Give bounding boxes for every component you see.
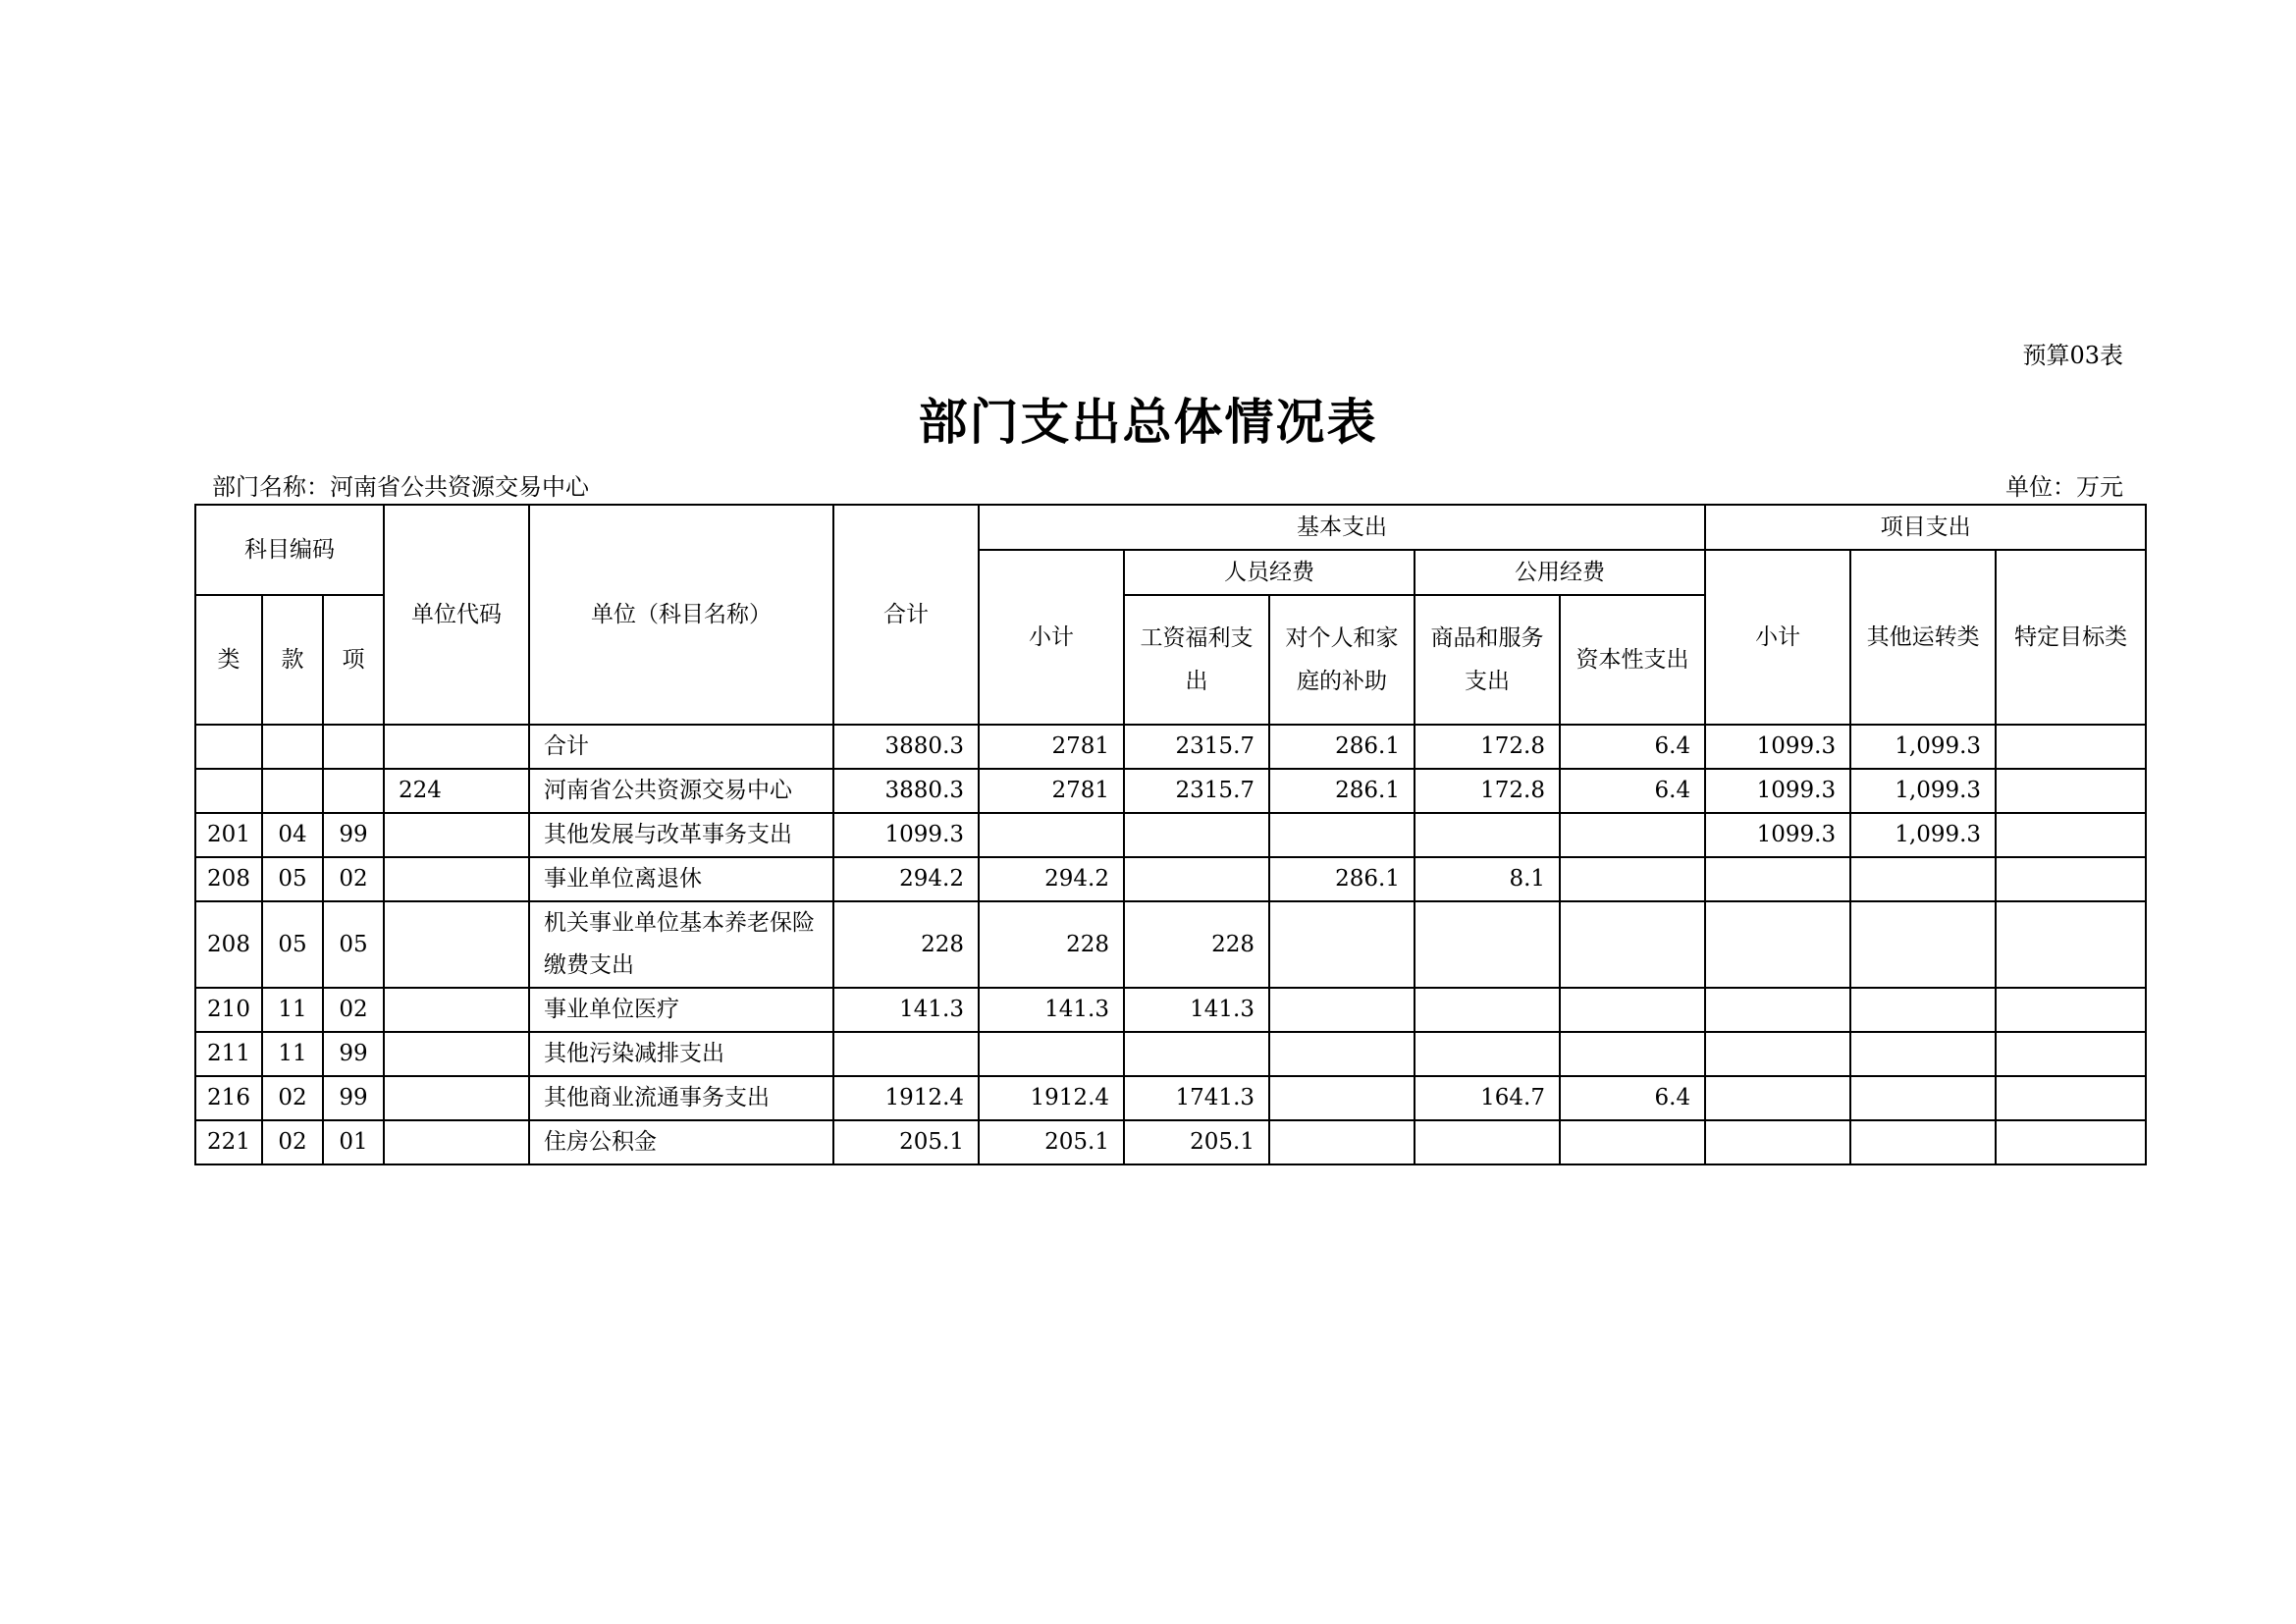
cell-other: [1850, 988, 1996, 1032]
header-subsidy: 对个人和家庭的补助: [1269, 595, 1415, 725]
cell-name: 其他污染减排支出: [529, 1032, 833, 1076]
cell-capital: 6.4: [1560, 769, 1705, 813]
cell-name: 事业单位医疗: [529, 988, 833, 1032]
cell-basic-sub: 2781: [979, 725, 1124, 769]
cell-goods: 8.1: [1415, 857, 1560, 901]
cell-capital: [1560, 1032, 1705, 1076]
cell-total: [833, 1032, 979, 1076]
header-project: 项目支出: [1705, 505, 2146, 550]
cell-total: 141.3: [833, 988, 979, 1032]
cell-kuan: 05: [262, 857, 323, 901]
header-public: 公用经费: [1415, 550, 1705, 595]
cell-wages: 1741.3: [1124, 1076, 1269, 1120]
cell-specific: [1996, 725, 2146, 769]
cell-wages: 2315.7: [1124, 769, 1269, 813]
department-label: 部门名称：河南省公共资源交易中心: [212, 473, 589, 501]
cell-specific: [1996, 1032, 2146, 1076]
page-title: 部门支出总体情况表: [918, 393, 1378, 451]
cell-other: 1,099.3: [1850, 725, 1996, 769]
cell-specific: [1996, 857, 2146, 901]
cell-proj-sub: 1099.3: [1705, 769, 1850, 813]
cell-subsidy: 286.1: [1269, 725, 1415, 769]
cell-proj-sub: 1099.3: [1705, 813, 1850, 857]
table-row: [195, 769, 2146, 813]
cell-wages: [1124, 857, 1269, 901]
header-personnel: 人员经费: [1124, 550, 1415, 595]
cell-specific: [1996, 1076, 2146, 1120]
cell-proj-sub: [1705, 1120, 1850, 1164]
cell-other: [1850, 857, 1996, 901]
cell-basic-sub: 141.3: [979, 988, 1124, 1032]
cell-kuan: 11: [262, 988, 323, 1032]
header-specific: 特定目标类: [1996, 550, 2146, 725]
cell-basic-sub: 2781: [979, 769, 1124, 813]
cell-unit-code: [384, 725, 529, 769]
cell-other: 1,099.3: [1850, 769, 1996, 813]
cell-total: 228: [833, 901, 979, 988]
cell-xiang: 01: [323, 1120, 384, 1164]
cell-name: 合计: [529, 725, 833, 769]
cell-lei: 208: [195, 857, 262, 901]
cell-subsidy: [1269, 901, 1415, 988]
cell-wages: 141.3: [1124, 988, 1269, 1032]
cell-total: 3880.3: [833, 769, 979, 813]
cell-wages: [1124, 813, 1269, 857]
cell-goods: 164.7: [1415, 1076, 1560, 1120]
cell-subsidy: [1269, 1032, 1415, 1076]
cell-specific: [1996, 901, 2146, 988]
cell-total: 3880.3: [833, 725, 979, 769]
cell-name: 其他发展与改革事务支出: [529, 813, 833, 857]
table-row: [195, 901, 2146, 988]
cell-kuan: 05: [262, 901, 323, 988]
cell-kuan: [262, 725, 323, 769]
cell-basic-sub: [979, 813, 1124, 857]
cell-kuan: 04: [262, 813, 323, 857]
cell-subsidy: [1269, 988, 1415, 1032]
cell-proj-sub: [1705, 1032, 1850, 1076]
header-kuan: 款: [262, 595, 323, 725]
cell-xiang: 99: [323, 1076, 384, 1120]
cell-goods: [1415, 1032, 1560, 1076]
header-capital: 资本性支出: [1560, 595, 1705, 725]
table-row: [195, 1120, 2146, 1164]
cell-xiang: [323, 769, 384, 813]
cell-goods: [1415, 901, 1560, 988]
cell-proj-sub: [1705, 988, 1850, 1032]
cell-lei: 211: [195, 1032, 262, 1076]
table-body: [195, 725, 2146, 1164]
cell-proj-sub: [1705, 857, 1850, 901]
cell-xiang: [323, 725, 384, 769]
cell-proj-sub: [1705, 901, 1850, 988]
unit-label: 单位：万元: [2005, 473, 2123, 501]
cell-basic-sub: 1912.4: [979, 1076, 1124, 1120]
cell-capital: 6.4: [1560, 725, 1705, 769]
cell-unit-code: [384, 1032, 529, 1076]
form-number: 预算03表: [2022, 342, 2123, 369]
cell-subsidy: [1269, 813, 1415, 857]
cell-total: 1099.3: [833, 813, 979, 857]
header-lei: 类: [195, 595, 262, 725]
header-xiang: 项: [323, 595, 384, 725]
cell-lei: [195, 769, 262, 813]
cell-unit-code: [384, 1076, 529, 1120]
cell-unit-code: [384, 857, 529, 901]
cell-other: [1850, 1076, 1996, 1120]
cell-xiang: 02: [323, 988, 384, 1032]
cell-subsidy: 286.1: [1269, 769, 1415, 813]
cell-basic-sub: 294.2: [979, 857, 1124, 901]
cell-other: 1,099.3: [1850, 813, 1996, 857]
cell-goods: [1415, 988, 1560, 1032]
cell-subsidy: [1269, 1076, 1415, 1120]
cell-wages: 228: [1124, 901, 1269, 988]
header-basic-subtotal: 小计: [979, 550, 1124, 725]
cell-wages: 205.1: [1124, 1120, 1269, 1164]
table-row: [195, 1076, 2146, 1120]
cell-kuan: 11: [262, 1032, 323, 1076]
header-subject-code: 科目编码: [195, 505, 384, 595]
cell-specific: [1996, 1120, 2146, 1164]
expenditure-table: [194, 504, 2147, 1165]
cell-unit-code: [384, 1120, 529, 1164]
table-row: [195, 1032, 2146, 1076]
cell-unit-code: [384, 988, 529, 1032]
cell-name: 住房公积金: [529, 1120, 833, 1164]
cell-capital: [1560, 901, 1705, 988]
cell-xiang: 02: [323, 857, 384, 901]
cell-other: [1850, 1032, 1996, 1076]
header-row-1: [195, 505, 2146, 550]
cell-wages: [1124, 1032, 1269, 1076]
cell-goods: [1415, 813, 1560, 857]
cell-name: 机关事业单位基本养老保险缴费支出: [529, 901, 833, 988]
cell-specific: [1996, 988, 2146, 1032]
cell-capital: [1560, 813, 1705, 857]
header-wages: 工资福利支出: [1124, 595, 1269, 725]
cell-lei: [195, 725, 262, 769]
cell-kuan: 02: [262, 1120, 323, 1164]
cell-name: 事业单位离退休: [529, 857, 833, 901]
cell-other: [1850, 901, 1996, 988]
cell-name: 其他商业流通事务支出: [529, 1076, 833, 1120]
header-unit-name: 单位（科目名称）: [529, 505, 833, 725]
cell-other: [1850, 1120, 1996, 1164]
cell-basic-sub: 228: [979, 901, 1124, 988]
cell-basic-sub: 205.1: [979, 1120, 1124, 1164]
cell-lei: 221: [195, 1120, 262, 1164]
cell-goods: [1415, 1120, 1560, 1164]
cell-lei: 210: [195, 988, 262, 1032]
header-project-subtotal: 小计: [1705, 550, 1850, 725]
cell-total: 294.2: [833, 857, 979, 901]
cell-lei: 201: [195, 813, 262, 857]
cell-capital: 6.4: [1560, 1076, 1705, 1120]
cell-subsidy: 286.1: [1269, 857, 1415, 901]
cell-goods: 172.8: [1415, 769, 1560, 813]
cell-specific: [1996, 769, 2146, 813]
cell-unit-code: [384, 813, 529, 857]
cell-xiang: 05: [323, 901, 384, 988]
header-basic: 基本支出: [979, 505, 1705, 550]
cell-total: 205.1: [833, 1120, 979, 1164]
cell-name: 河南省公共资源交易中心: [529, 769, 833, 813]
table-row: [195, 813, 2146, 857]
cell-lei: 208: [195, 901, 262, 988]
cell-subsidy: [1269, 1120, 1415, 1164]
table-row: [195, 857, 2146, 901]
cell-capital: [1560, 857, 1705, 901]
cell-basic-sub: [979, 1032, 1124, 1076]
cell-proj-sub: [1705, 1076, 1850, 1120]
cell-xiang: 99: [323, 813, 384, 857]
cell-lei: 216: [195, 1076, 262, 1120]
cell-goods: 172.8: [1415, 725, 1560, 769]
cell-unit-code: [384, 901, 529, 988]
header-unit-code: 单位代码: [384, 505, 529, 725]
cell-kuan: [262, 769, 323, 813]
cell-specific: [1996, 813, 2146, 857]
cell-kuan: 02: [262, 1076, 323, 1120]
header-goods: 商品和服务支出: [1415, 595, 1560, 725]
cell-capital: [1560, 1120, 1705, 1164]
cell-unit-code: 224: [384, 769, 529, 813]
table-row: [195, 725, 2146, 769]
header-total: 合计: [833, 505, 979, 725]
table-row: [195, 988, 2146, 1032]
cell-xiang: 99: [323, 1032, 384, 1076]
cell-wages: 2315.7: [1124, 725, 1269, 769]
header-other-transfer: 其他运转类: [1850, 550, 1996, 725]
cell-total: 1912.4: [833, 1076, 979, 1120]
cell-proj-sub: 1099.3: [1705, 725, 1850, 769]
cell-capital: [1560, 988, 1705, 1032]
